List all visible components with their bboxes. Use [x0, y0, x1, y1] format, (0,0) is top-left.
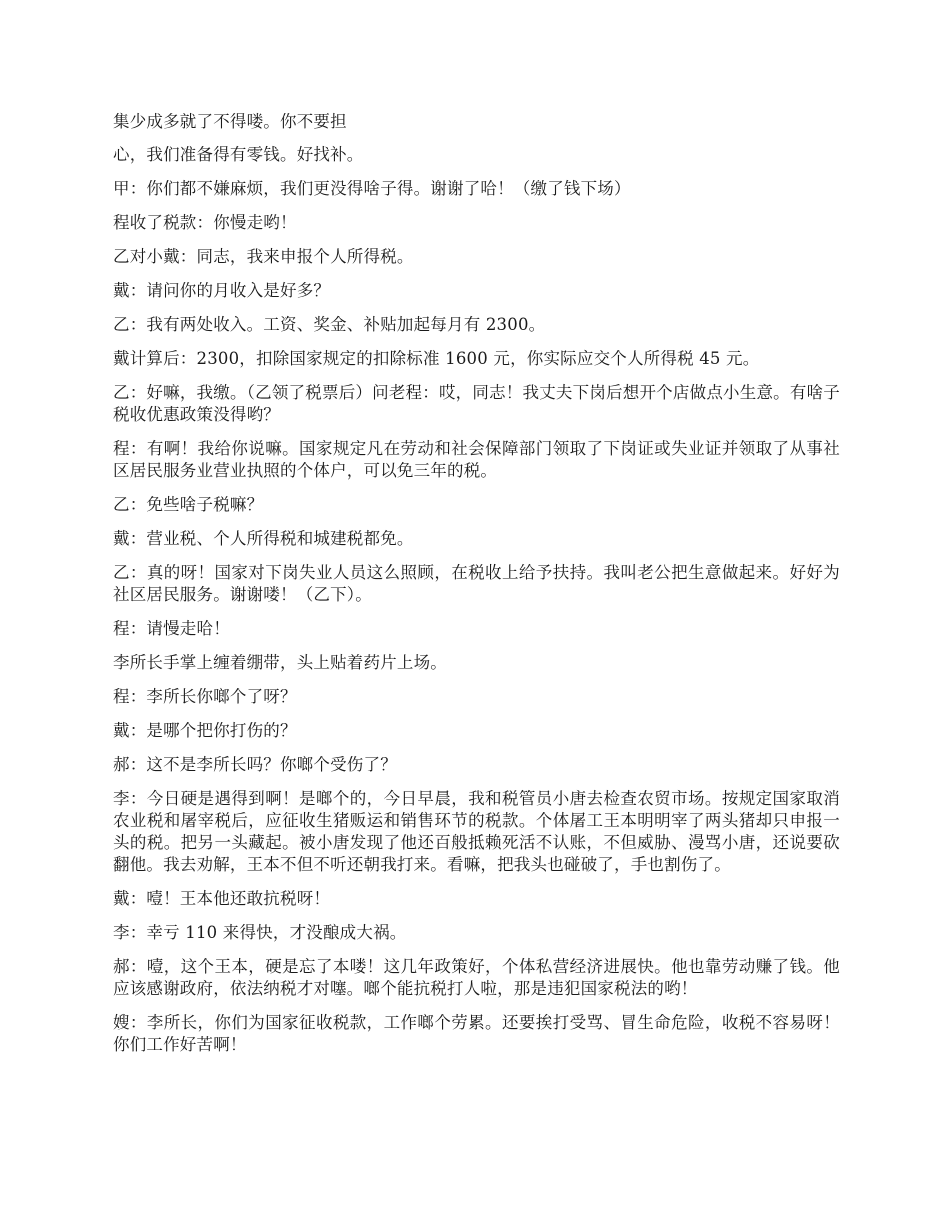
paragraph: 戴计算后：2300，扣除国家规定的扣除标准 1600 元，你实际应交个人所得税 45 元。 [113, 349, 760, 368]
paragraph: 戴：是哪个把你打伤的？ [113, 721, 297, 740]
paragraph: 戴：营业税、个人所得税和城建税都免。 [113, 529, 414, 548]
paragraph: 李：今日硬是遇得到啊！是啷个的，今日早晨，我和税管员小唐去检查农贸市场。按规定国家取消农业税和屠宰税后，应征收生猪贩运和销售环节的税款。个体屠工王本明明宰了两头猪却只申报一头的税。把另一头藏起。被小唐发现了他还百般抵赖死活不认账，不但威胁、漫骂小唐，还说要砍翻他。我去劝解，王本不但不听还朝我打来。看嘛，把我头也碰破了，手也割伤了。 [113, 789, 840, 874]
paragraph: 嫂：李所长，你们为国家征收税款，工作啷个劳累。还要挨打受骂、冒生命危险，收税不容易呀！你们工作好苦啊！ [113, 1013, 840, 1054]
paragraph: 程收了税款：你慢走哟！ [113, 213, 297, 232]
paragraph: 乙对小戴：同志，我来申报个人所得税。 [113, 247, 414, 266]
paragraph: 程：请慢走哈！ [113, 619, 230, 638]
paragraph: 心，我们准备得有零钱。好找补。 [113, 145, 364, 164]
paragraph: 乙：免些啥子税嘛？ [113, 495, 264, 514]
paragraph: 郝：噎，这个王本，硬是忘了本喽！这几年政策好，个体私营经济进展快。他也靠劳动赚了钱。他应该感谢政府，依法纳税才对噻。啷个能抗税打人啦，那是违犯国家税法的哟！ [113, 957, 840, 998]
paragraph: 戴：请问你的月收入是好多？ [113, 281, 331, 300]
paragraph: 戴：噎！王本他还敢抗税呀！ [113, 889, 331, 908]
paragraph: 李所长手掌上缠着绷带，头上贴着药片上场。 [113, 653, 447, 672]
paragraph: 乙：我有两处收入。工资、奖金、补贴加起每月有 2300。 [113, 315, 546, 334]
paragraph: 甲：你们都不嫌麻烦，我们更没得啥子得。谢谢了哈！（缴了钱下场） [113, 179, 631, 198]
paragraph: 乙：好嘛，我缴。（乙领了税票后）问老程：哎，同志！我丈夫下岗后想开个店做点小生意。有啥子税收优惠政策没得哟？ [113, 383, 840, 424]
paragraph: 乙：真的呀！国家对下岗失业人员这么照顾，在税收上给予扶持。我叫老公把生意做起来。好好为社区居民服务。谢谢喽！（乙下）。 [113, 563, 840, 604]
paragraph: 程：李所长你啷个了呀？ [113, 687, 297, 706]
paragraph: 程：有啊！我给你说嘛。国家规定凡在劳动和社会保障部门领取了下岗证或失业证并领取了从事社区居民服务业营业执照的个体户，可以免三年的税。 [113, 439, 840, 480]
paragraph: 郝：这不是李所长吗？你啷个受伤了？ [113, 755, 397, 774]
paragraph: 集少成多就了不得喽。你不要担 [113, 112, 347, 131]
paragraph: 李：幸亏 110 来得快，才没酿成大祸。 [113, 923, 407, 942]
